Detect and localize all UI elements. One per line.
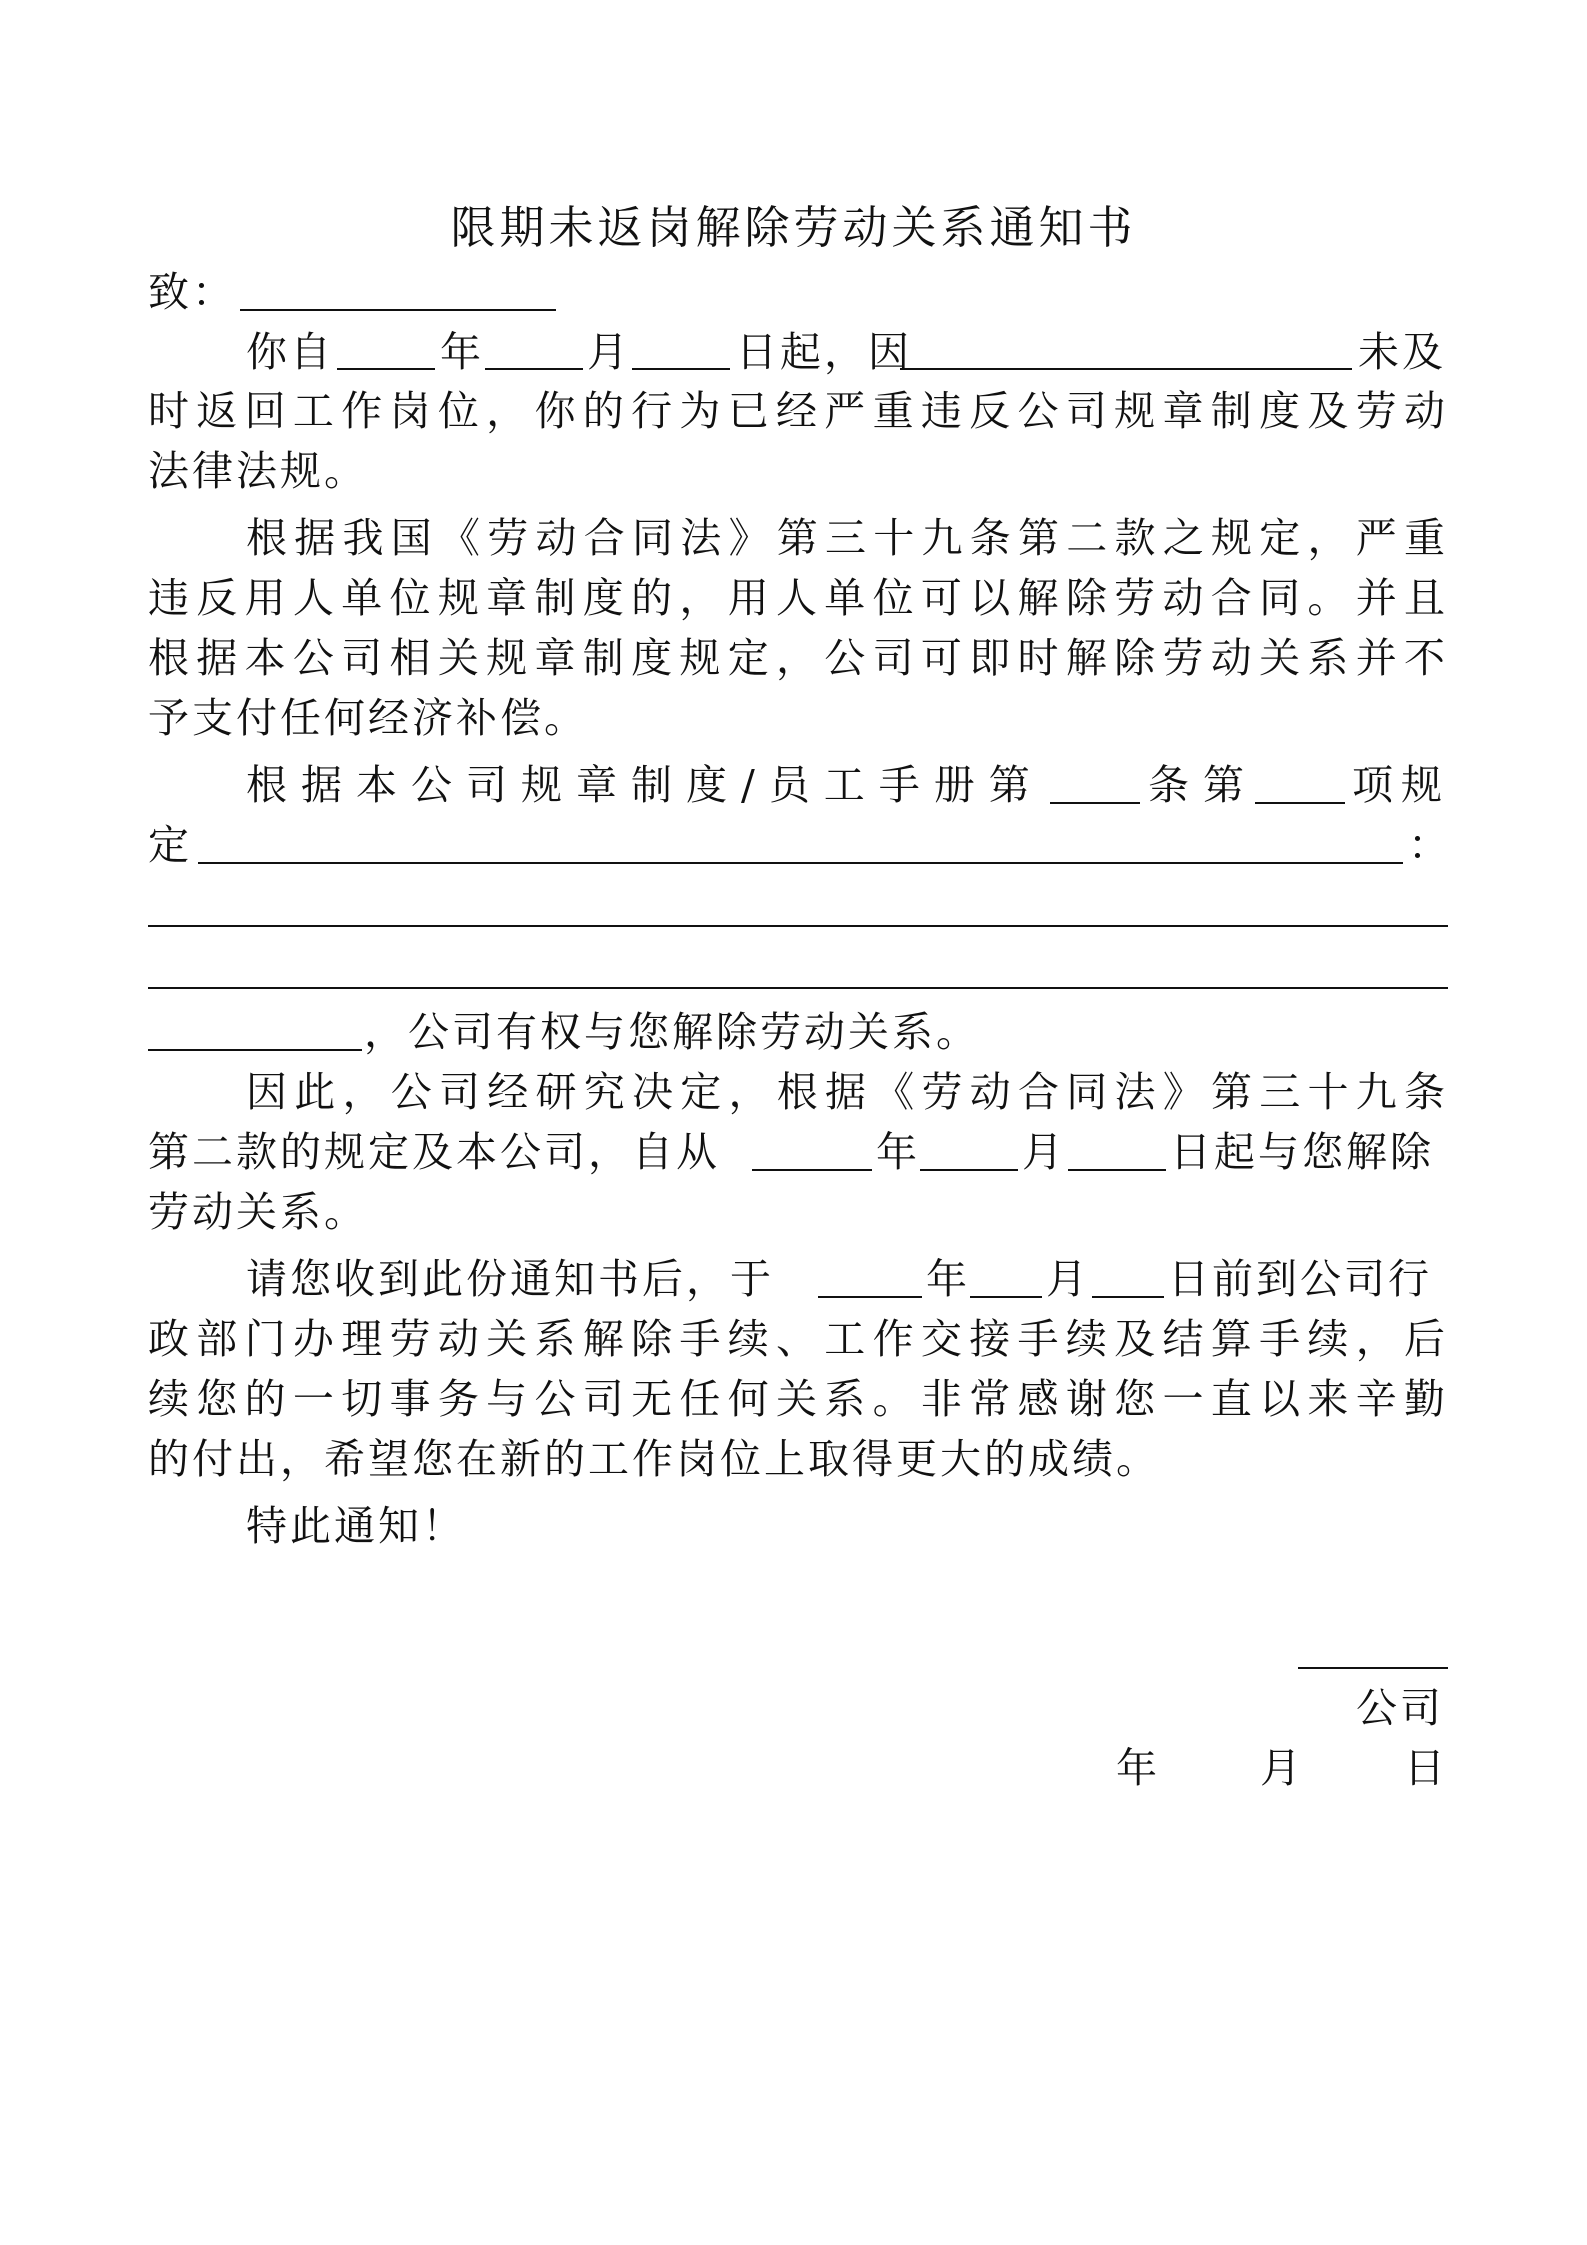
p1-tail: 未及 (1358, 328, 1446, 376)
p3-line-2-colon: ： (1408, 821, 1452, 869)
p5-month-label: 月 (1046, 1255, 1090, 1303)
p5-year-label: 年 (926, 1255, 970, 1303)
p3-rule-blank-1[interactable] (198, 862, 1403, 864)
p2-line-3: 根据本公司相关规章制度规定，公司可即时解除劳动关系并不 (148, 634, 1448, 682)
p3-rule-blank-2[interactable] (148, 925, 1448, 927)
p1-line-2: 时返回工作岗位，你的行为已经严重违反公司规章制度及劳动 (148, 387, 1448, 435)
p1-day-blank[interactable] (632, 368, 730, 370)
p4-year-label: 年 (876, 1128, 920, 1176)
p4-line-2-start: 第二款的规定及本公司，自从 (148, 1128, 720, 1176)
document-title: 限期未返岗解除劳动关系通知书 (450, 201, 1137, 254)
p5-year-blank[interactable] (818, 1296, 922, 1298)
p4-month-label: 月 (1022, 1128, 1066, 1176)
p4-month-blank[interactable] (920, 1169, 1018, 1171)
p5-line-1-tail: 日前到公司行 (1168, 1255, 1432, 1303)
date-month-label: 月 (1260, 1744, 1304, 1792)
p4-line-1: 因此，公司经研究决定，根据《劳动合同法》第三十九条 (246, 1068, 1448, 1116)
date-day-label: 日 (1404, 1744, 1448, 1792)
p1-text-1: 你自 (246, 328, 334, 376)
closing-text: 特此通知！ (246, 1502, 466, 1550)
recipient-line (148, 262, 1448, 322)
date-year-label: 年 (1116, 1744, 1160, 1792)
p4-year-blank[interactable] (752, 1169, 872, 1171)
p1-reason-label: 日起，因 (736, 328, 912, 376)
p5-line-2: 政部门办理劳动关系解除手续、工作交接手续及结算手续，后 (148, 1315, 1448, 1363)
company-name-blank[interactable] (1298, 1667, 1448, 1669)
p5-line-3: 续您的一切事务与公司无任何关系。非常感谢您一直以来辛勤 (148, 1375, 1448, 1423)
p3-line-1: 根据本公司规章制度/员工手册第 (246, 761, 1044, 809)
p1-month-blank[interactable] (485, 368, 583, 370)
p4-day-blank[interactable] (1068, 1169, 1166, 1171)
p1-reason-blank[interactable] (900, 368, 1352, 370)
p1-year-blank[interactable] (337, 368, 435, 370)
p1-month-label: 月 (587, 328, 631, 376)
p4-line-3: 劳动关系。 (148, 1188, 368, 1236)
to-label: 致： (148, 268, 236, 316)
p2-line-2: 违反用人单位规章制度的，用人单位可以解除劳动合同。并且 (148, 574, 1448, 622)
p2-line-1: 根据我国《劳动合同法》第三十九条第二款之规定，严重 (246, 514, 1448, 562)
p5-month-blank[interactable] (970, 1296, 1042, 1298)
p1-year-label: 年 (440, 328, 484, 376)
p3-line-5: ，公司有权与您解除劳动关系。 (364, 1008, 980, 1056)
p3-clause-label: 条第 (1148, 761, 1258, 809)
p3-line-2-start: 定 (148, 821, 192, 869)
p5-line-1-start: 请您收到此份通知书后，于 (246, 1255, 774, 1303)
p4-line-2-tail: 日起与您解除 (1170, 1128, 1434, 1176)
p1-line-3: 法律法规。 (148, 447, 368, 495)
recipient-blank[interactable] (240, 309, 556, 311)
company-label: 公司 (1356, 1684, 1444, 1732)
p3-rule-blank-4[interactable] (148, 1049, 362, 1051)
p5-line-4: 的付出，希望您在新的工作岗位上取得更大的成绩。 (148, 1435, 1160, 1483)
p3-article-blank[interactable] (1050, 802, 1140, 804)
p5-day-blank[interactable] (1092, 1296, 1164, 1298)
p3-item-blank[interactable] (1255, 802, 1345, 804)
p2-line-4: 予支付任何经济补偿。 (148, 694, 588, 742)
p3-rule-blank-3[interactable] (148, 987, 1448, 989)
p3-tail: 项规 (1352, 761, 1450, 809)
